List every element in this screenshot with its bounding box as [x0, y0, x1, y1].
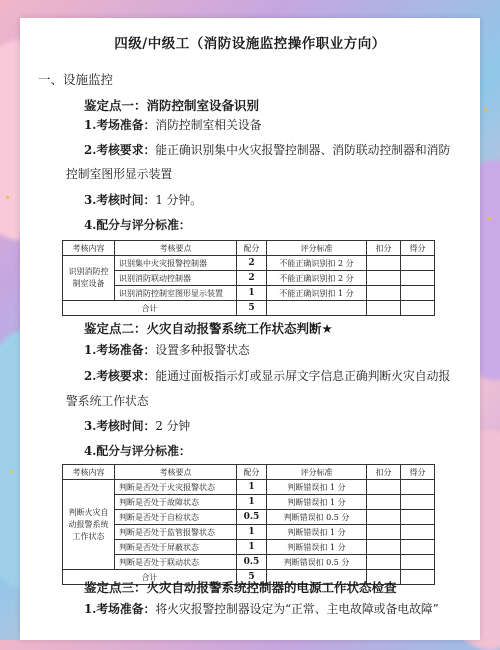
- table-cell-point: 判断是否处于屏蔽状态: [115, 540, 237, 555]
- table-cell-standard: 判断错误扣 1 分: [267, 525, 367, 540]
- table-row: [63, 540, 435, 555]
- table-row: [63, 525, 435, 540]
- table-header-row: [63, 465, 435, 480]
- table-cell-deduction: [367, 555, 401, 570]
- table-cell-point: 判断是否处于火灾报警状态: [115, 480, 237, 495]
- table-cell-points: [401, 510, 435, 525]
- table-total-row: [63, 301, 435, 316]
- table-cell-points: [401, 271, 435, 286]
- exam-requirement-label: 2.考核要求：: [84, 369, 156, 383]
- table-header: 扣分: [367, 241, 401, 256]
- exam-requirement-label: 2.考核要求：: [84, 143, 156, 157]
- table-cell-content: 识别消防控制室设备: [63, 256, 115, 301]
- table-cell-standard: 判断错误扣 0.5 分: [267, 555, 367, 570]
- exam-prep-line: [84, 345, 250, 357]
- table-cell-point: 识别消防联动控制器: [115, 271, 237, 286]
- exam-prep-label: 1.考场准备：: [84, 602, 156, 616]
- exam-time-text: 2 分钟: [155, 419, 191, 433]
- table-row: [63, 555, 435, 570]
- table-cell-points: [401, 540, 435, 555]
- table-cell-standard: 判断错误扣 0.5 分: [267, 510, 367, 525]
- exam-prep-line: [84, 604, 439, 616]
- table-cell-score: 1: [237, 525, 267, 540]
- exam-prep-text: 消防控制室相关设备: [155, 118, 262, 132]
- table-cell-standard: 不能正确识别扣 1 分: [267, 286, 367, 301]
- table-cell-score: 1: [237, 480, 267, 495]
- table-cell-score: 1: [237, 286, 267, 301]
- scoring-table: [62, 240, 435, 316]
- exam-time-text: 1 分钟。: [155, 193, 202, 207]
- exam-time-line: [84, 421, 190, 433]
- point-heading: 鉴定点三：火灾自动报警系统控制器的电源工作状态检查: [84, 580, 397, 595]
- exam-requirement-continued: 控制室图形显示装置: [66, 167, 173, 181]
- confetti-sparkle: [6, 196, 9, 199]
- table-row: [63, 271, 435, 286]
- table-header-row: [63, 241, 435, 256]
- exam-requirement-line: [84, 145, 450, 157]
- table-cell-standard: 不能正确识别扣 2 分: [267, 271, 367, 286]
- table-cell-score: 2: [237, 271, 267, 286]
- document-page: [20, 18, 480, 640]
- scoring-label: 4.配分与评分标准：: [84, 218, 191, 232]
- exam-prep-text: 将火灾报警控制器设定为“正常、主电故障或备电故障”: [155, 602, 439, 616]
- table-cell-deduction: [367, 286, 401, 301]
- table-header: 配分: [237, 241, 267, 256]
- table-cell-point: 判断是否处于联动状态: [115, 555, 237, 570]
- table-cell-point: 识别消防控制室图形显示装置: [115, 286, 237, 301]
- table-cell-deduction: [367, 525, 401, 540]
- table-cell-score: 2: [237, 256, 267, 271]
- table-row: [63, 495, 435, 510]
- table-header: 得分: [401, 241, 435, 256]
- table-cell-deduction: [367, 540, 401, 555]
- table-cell-standard: 判断错误扣 1 分: [267, 495, 367, 510]
- table-header: 考核要点: [115, 241, 237, 256]
- table-cell-standard: 判断错误扣 1 分: [267, 480, 367, 495]
- table-total-score: 5: [237, 301, 267, 316]
- exam-prep-line: [84, 120, 262, 132]
- exam-requirement-text: 能通过面板指示灯或显示屏文字信息正确判断火灾自动报: [155, 369, 451, 383]
- table-cell-deduction: [367, 510, 401, 525]
- table-cell-point: 判断是否处于监管报警状态: [115, 525, 237, 540]
- table-cell-standard: 判断错误扣 1 分: [267, 540, 367, 555]
- table-cell-score: 1: [237, 495, 267, 510]
- table-cell-score: 1: [237, 540, 267, 555]
- confetti-sparkle: [10, 470, 13, 473]
- table-cell-deduction: [367, 480, 401, 495]
- table-total-label: 合计: [63, 301, 237, 316]
- exam-requirement-continued: 警系统工作状态: [66, 394, 149, 408]
- point-heading: 鉴定点二：火灾自动报警系统工作状态判断★: [84, 321, 333, 336]
- exam-prep-label: 1.考场准备：: [84, 118, 156, 132]
- table-cell-points: [401, 555, 435, 570]
- scoring-label: 4.配分与评分标准：: [84, 444, 191, 458]
- exam-prep-text: 设置多种报警状态: [155, 343, 250, 357]
- exam-time-line: [84, 195, 202, 207]
- table-header: 评分标准: [267, 241, 367, 256]
- table-cell-points: [401, 525, 435, 540]
- table-row: [63, 286, 435, 301]
- section-heading: 一、设施监控: [38, 72, 114, 87]
- table-cell-point: 判断是否处于自检状态: [115, 510, 237, 525]
- table-cell-points: [401, 480, 435, 495]
- table-total-score: 5: [237, 570, 267, 585]
- confetti-sparkle: [488, 217, 491, 220]
- table-cell-deduction: [367, 495, 401, 510]
- page-title: 四级/中级工（消防设施监控操作职业方向）: [114, 36, 386, 52]
- table-total-label: 合计: [63, 570, 237, 585]
- confetti-sparkle: [484, 108, 487, 111]
- table-header: 配分: [237, 465, 267, 480]
- table-header: 考核要点: [115, 465, 237, 480]
- table-cell-point: 判断是否处于故障状态: [115, 495, 237, 510]
- table-header: 考核内容: [63, 465, 115, 480]
- table-header: 得分: [401, 465, 435, 480]
- table-cell-deduction: [367, 271, 401, 286]
- table-cell-points: [401, 286, 435, 301]
- table-header: 考核内容: [63, 241, 115, 256]
- scoring-table: [62, 464, 435, 585]
- table-cell-points: [401, 495, 435, 510]
- table-header: 评分标准: [267, 465, 367, 480]
- table-cell-points: [401, 256, 435, 271]
- table-header: 扣分: [367, 465, 401, 480]
- table-cell-score: 0.5: [237, 510, 267, 525]
- exam-requirement-text: 能正确识别集中火灾报警控制器、消防联动控制器和消防: [155, 143, 451, 157]
- table-cell-standard: 不能正确识别扣 2 分: [267, 256, 367, 271]
- table-cell-deduction: [367, 256, 401, 271]
- exam-time-label: 3.考核时间：: [84, 419, 156, 433]
- exam-time-label: 3.考核时间：: [84, 193, 156, 207]
- exam-prep-label: 1.考场准备：: [84, 343, 156, 357]
- exam-requirement-line: [84, 371, 450, 383]
- table-row: [63, 510, 435, 525]
- table-row: [63, 480, 435, 495]
- table-cell-content: 判断火灾自动报警系统工作状态: [63, 480, 115, 570]
- point-heading: 鉴定点一：消防控制室设备识别: [84, 98, 260, 113]
- table-cell-score: 0.5: [237, 555, 267, 570]
- table-row: [63, 256, 435, 271]
- table-cell-point: 识别集中火灾报警控制器: [115, 256, 237, 271]
